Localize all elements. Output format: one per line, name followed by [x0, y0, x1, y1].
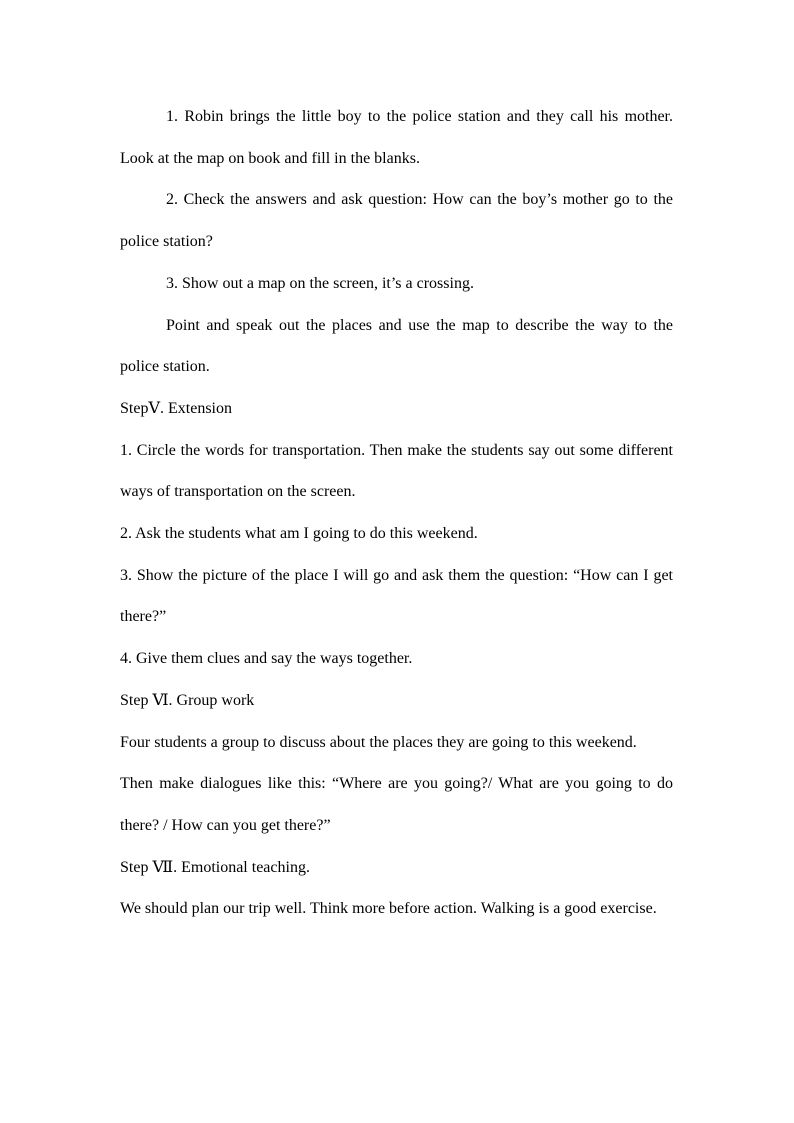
paragraph-extension-1: 1. Circle the words for transportation. Then make the students say out some different ways of transportation on the screen.: [120, 441, 673, 501]
paragraph-extension-3: 3. Show the picture of the place I will go and ask them the question: “How can I get there?”: [120, 566, 673, 626]
paragraph-step-2: 2. Check the answers and ask question: How can the boy’s mother go to the police station?: [120, 191, 673, 251]
heading-step-vii-emotional-teaching: Step Ⅶ. Emotional teaching.: [120, 858, 310, 876]
paragraph-emotional-teaching: We should plan our trip well. Think more before action. Walking is a good exercise.: [120, 900, 657, 918]
paragraph-group-work-2: Then make dialogues like this: “Where are you going?/ What are you going to do there? / How can you get there?”: [120, 775, 673, 834]
heading-step-vi-group-work: Step Ⅵ. Group work: [120, 691, 255, 709]
paragraph-point-and-speak: Point and speak out the places and use the map to describe the way to the police station.: [120, 316, 673, 376]
paragraph-group-work-1: Four students a group to discuss about the places they are going to this weekend.: [120, 733, 637, 751]
paragraph-step-3: 3. Show out a map on the screen, it’s a crossing.: [166, 274, 474, 292]
paragraph-extension-2: 2. Ask the students what am I going to do this weekend.: [120, 525, 478, 543]
paragraph-extension-4: 4. Give them clues and say the ways together.: [120, 650, 413, 668]
paragraph-step-1: 1. Robin brings the little boy to the police station and they call his mother. Look at the map on book and fill in the blanks.: [120, 108, 673, 167]
document-page: [120, 96, 673, 930]
heading-step-v-extension: StepⅤ. Extension: [120, 399, 232, 417]
